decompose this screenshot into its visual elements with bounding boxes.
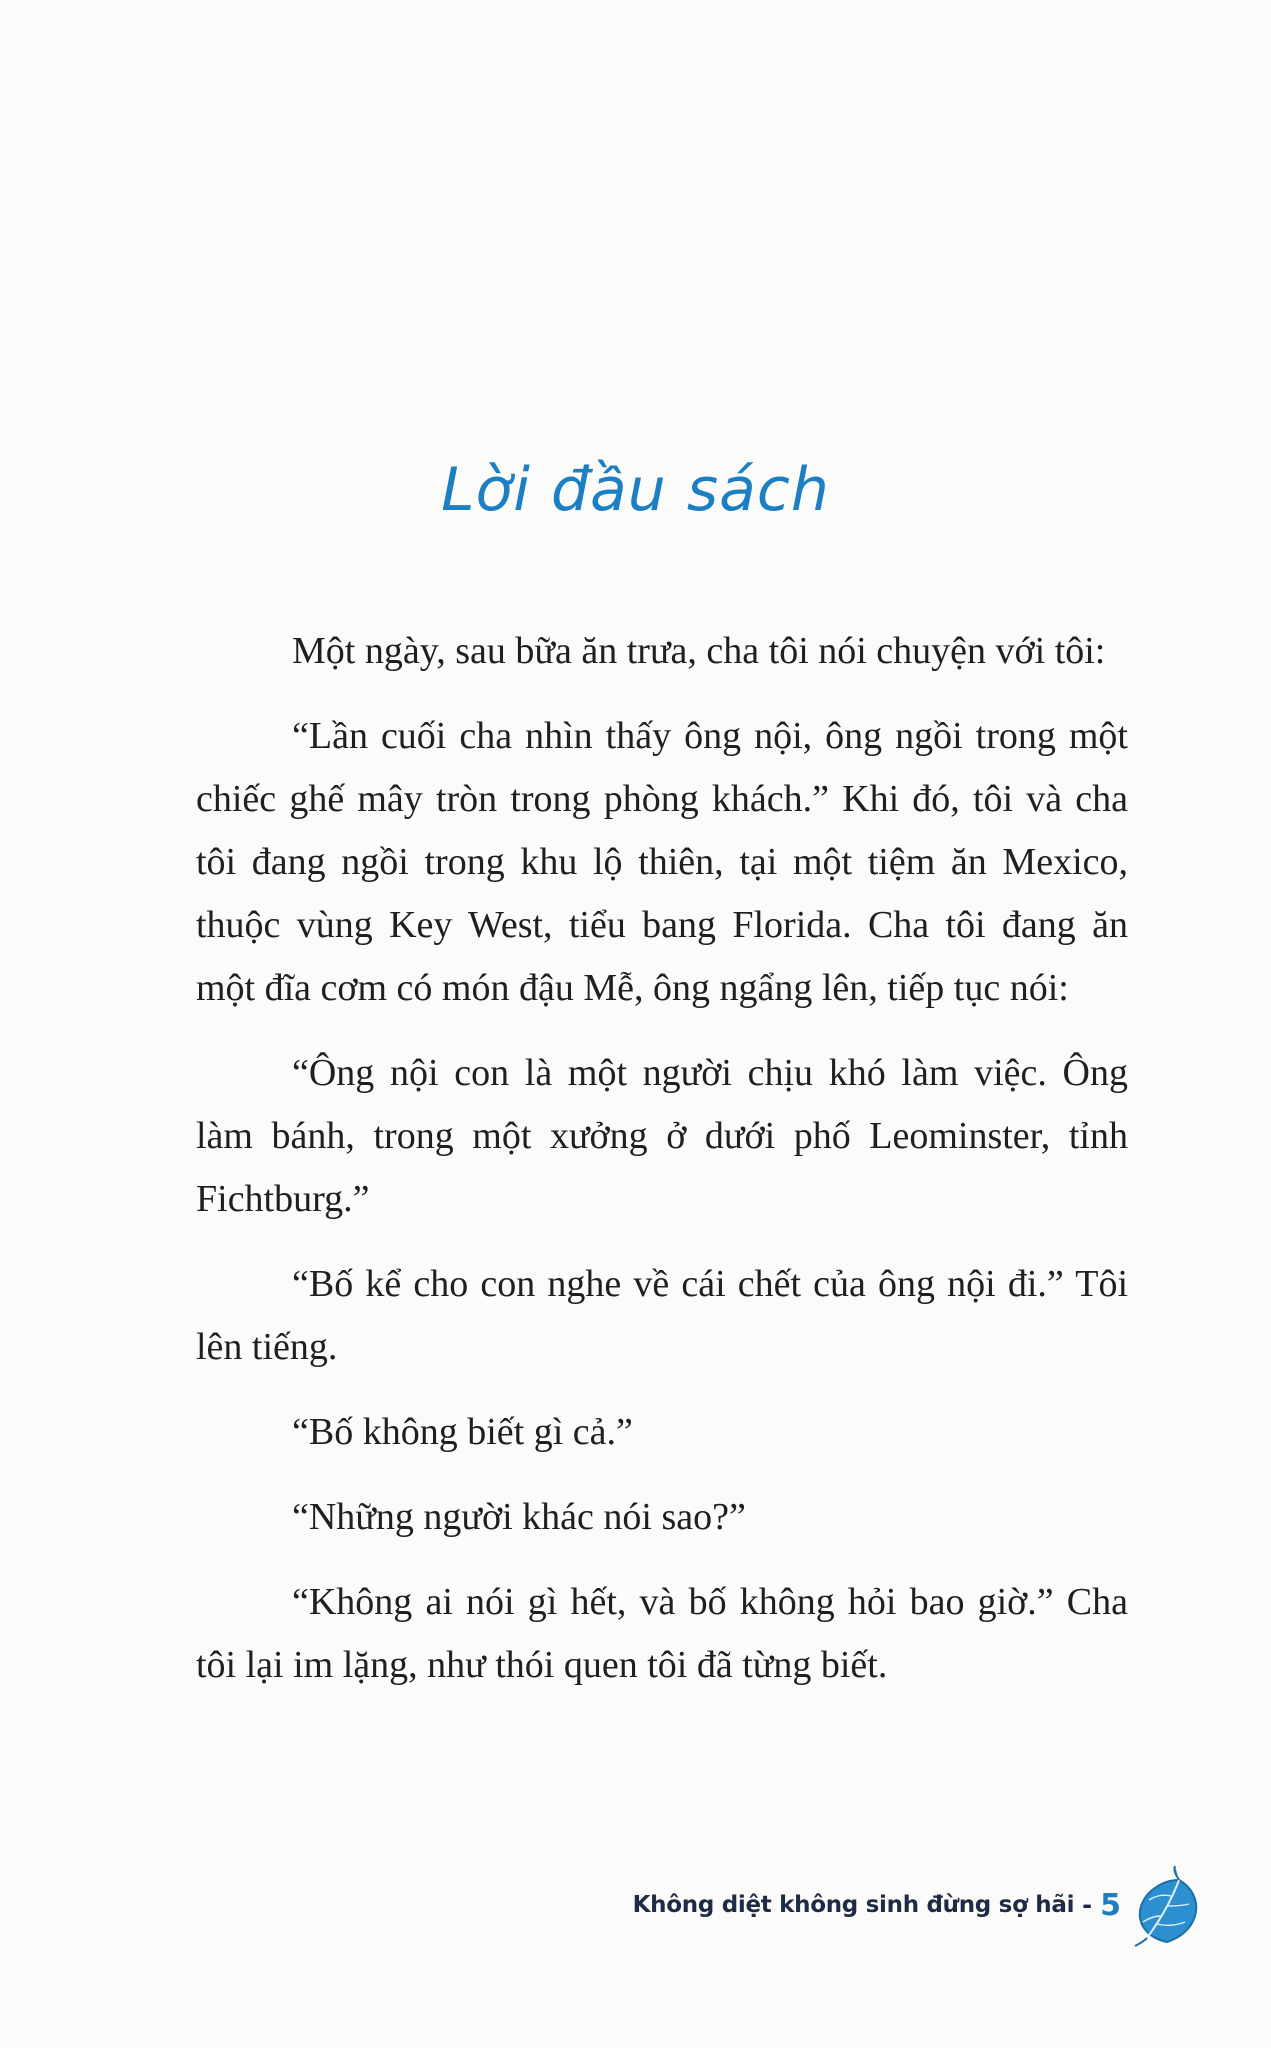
paragraph: “Lần cuối cha nhìn thấy ông nội, ông ngồi trong một chiếc ghế mây tròn trong phòng khách.” Khi đó, tôi và cha tôi đang ngồi trong khu lộ thiên, tại một tiệm ăn Mexico, thuộc vùng Key West, tiểu bang Florida. Cha tôi đang ăn một đĩa cơm có món đậu Mễ, ông ngẩng lên, tiếp tục nói: [196,715,1128,1009]
page-number: 5 [1100,1887,1121,1923]
chapter-title: Lời đầu sách [441,455,830,525]
body-text [196,620,1128,1719]
paragraph: “Ông nội con là một người chịu khó làm việc. Ông làm bánh, trong một xưởng ở dưới phố Leominster, tỉnh Fichtburg.” [196,1052,1128,1220]
paragraph: “Bố không biết gì cả.” [292,1411,633,1453]
paragraph: “Những người khác nói sao?” [292,1496,746,1538]
paragraph: “Không ai nói gì hết, và bố không hỏi bao giờ.” Cha tôi lại im lặng, như thói quen tôi đã từng biết. [196,1581,1128,1686]
footer-separator: - [1082,1891,1093,1919]
page-footer [633,1862,1203,1948]
paragraph: “Bố kể cho con nghe về cái chết của ông nội đi.” Tôi lên tiếng. [196,1263,1128,1368]
paragraph: Một ngày, sau bữa ăn trưa, cha tôi nói chuyện với tôi: [292,630,1106,672]
running-footer-title: Không diệt không sinh đừng sợ hãi [632,1892,1075,1918]
bodhi-leaf-icon [1133,1862,1203,1948]
